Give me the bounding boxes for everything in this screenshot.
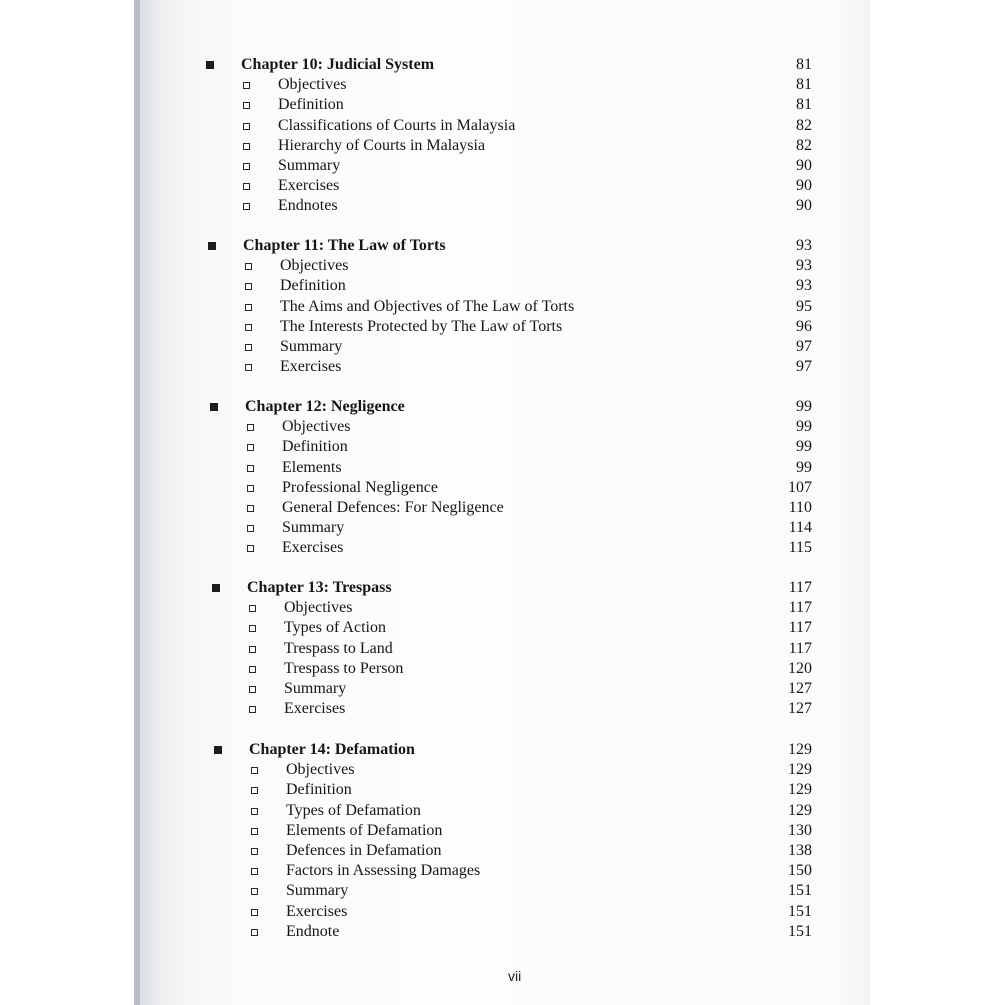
entry-page-number: 151 (788, 882, 812, 900)
toc-entry[interactable] (0, 902, 1005, 922)
hollow-square-bullet-icon (243, 143, 250, 150)
entry-label: Objectives (278, 76, 347, 94)
toc-entry[interactable] (0, 760, 1005, 780)
toc-entry[interactable] (0, 922, 1005, 942)
entry-label: Types of Action (284, 619, 386, 637)
hollow-square-bullet-icon (251, 787, 258, 794)
chapter-title: Chapter 10: Judicial System (241, 56, 435, 73)
hollow-square-bullet-icon (249, 666, 256, 673)
entry-label: Exercises (284, 700, 346, 718)
entry-page-number: 90 (796, 177, 812, 195)
chapter-page-number: 81 (796, 56, 812, 73)
toc-entry[interactable] (0, 75, 1005, 95)
entry-label: Definition (286, 781, 352, 799)
entry-page-number: 129 (788, 781, 812, 799)
entry-page-number: 90 (796, 157, 812, 174)
toc-entry[interactable] (0, 861, 1005, 881)
toc-entry[interactable] (0, 821, 1005, 841)
filled-square-bullet-icon (206, 61, 214, 69)
toc-entry[interactable] (0, 801, 1005, 821)
entry-page-number: 127 (788, 700, 812, 718)
entry-label: Elements (282, 458, 342, 476)
toc-entry[interactable] (0, 458, 1005, 478)
chapter-page-number: 93 (796, 237, 812, 254)
entry-label: Summary (278, 157, 341, 174)
entry-label: Summary (286, 882, 349, 900)
toc-entry[interactable] (0, 357, 1005, 377)
toc-entry[interactable] (0, 337, 1005, 357)
hollow-square-bullet-icon (251, 767, 258, 774)
filled-square-bullet-icon (208, 242, 216, 250)
entry-page-number: 138 (788, 842, 812, 859)
hollow-square-bullet-icon (247, 525, 254, 532)
toc-entry[interactable] (0, 639, 1005, 659)
entry-page-number: 82 (796, 136, 812, 154)
chapter-title: Chapter 14: Defamation (249, 741, 415, 758)
hollow-square-bullet-icon (249, 646, 256, 653)
toc-chapter-heading[interactable] (0, 236, 1005, 256)
entry-label: Objectives (280, 257, 349, 275)
hollow-square-bullet-icon (245, 263, 252, 270)
entry-page-number: 115 (788, 539, 812, 557)
chapter-title: Chapter 11: The Law of Torts (243, 237, 446, 254)
chapter-page-number: 129 (788, 741, 812, 758)
entry-label: Exercises (280, 358, 342, 376)
toc-entry[interactable] (0, 417, 1005, 437)
hollow-square-bullet-icon (245, 324, 252, 331)
entry-page-number: 151 (788, 902, 812, 920)
toc-entry[interactable] (0, 518, 1005, 538)
hollow-square-bullet-icon (251, 868, 258, 875)
hollow-square-bullet-icon (245, 304, 252, 311)
entry-page-number: 107 (788, 478, 812, 496)
toc-chapter-heading[interactable] (0, 397, 1005, 417)
entry-page-number: 151 (788, 922, 812, 940)
hollow-square-bullet-icon (243, 163, 250, 170)
entry-label: Definition (278, 96, 344, 114)
entry-page-number: 117 (788, 619, 812, 637)
entry-page-number: 81 (796, 76, 812, 94)
hollow-square-bullet-icon (243, 183, 250, 190)
entry-page-number: 114 (788, 519, 812, 537)
entry-label: Summary (280, 338, 343, 355)
entry-label: Summary (282, 519, 345, 537)
entry-page-number: 120 (788, 659, 812, 677)
hollow-square-bullet-icon (243, 123, 250, 130)
chapter-title: Chapter 13: Trespass (247, 579, 392, 596)
hollow-square-bullet-icon (245, 344, 252, 351)
filled-square-bullet-icon (214, 746, 222, 754)
toc-chapter-heading[interactable] (0, 55, 1005, 75)
toc-entry[interactable] (0, 136, 1005, 156)
toc-entry[interactable] (0, 498, 1005, 518)
toc-entry[interactable] (0, 256, 1005, 276)
toc-chapter-heading[interactable] (0, 578, 1005, 598)
toc-entry[interactable] (0, 116, 1005, 136)
hollow-square-bullet-icon (243, 203, 250, 210)
entry-page-number: 117 (788, 639, 812, 657)
hollow-square-bullet-icon (245, 364, 252, 371)
hollow-square-bullet-icon (249, 625, 256, 632)
hollow-square-bullet-icon (247, 444, 254, 451)
entry-page-number: 99 (796, 458, 812, 476)
entry-label: Exercises (282, 539, 344, 557)
entry-label: Endnote (286, 922, 340, 940)
entry-page-number: 129 (788, 761, 812, 779)
entry-page-number: 117 (788, 599, 812, 617)
entry-page-number: 95 (796, 297, 812, 315)
entry-page-number: 129 (788, 801, 812, 819)
entry-label: Summary (284, 680, 347, 697)
entry-page-number: 130 (788, 821, 812, 839)
toc-entry[interactable] (0, 297, 1005, 317)
entry-label: The Interests Protected by The Law of Torts (280, 317, 563, 335)
entry-label: Elements of Defamation (286, 821, 443, 839)
chapter-page-number: 117 (788, 579, 812, 596)
hollow-square-bullet-icon (251, 828, 258, 835)
toc-entry[interactable] (0, 598, 1005, 618)
entry-label: Objectives (282, 418, 351, 436)
page-folio: vii (508, 968, 522, 984)
toc-entry[interactable] (0, 95, 1005, 115)
filled-square-bullet-icon (210, 403, 218, 411)
entry-page-number: 99 (796, 438, 812, 456)
toc-entry[interactable] (0, 176, 1005, 196)
entry-page-number: 127 (788, 680, 812, 697)
entry-page-number: 150 (788, 862, 812, 880)
hollow-square-bullet-icon (247, 424, 254, 431)
hollow-square-bullet-icon (249, 686, 256, 693)
entry-page-number: 90 (796, 197, 812, 215)
entry-label: The Aims and Objectives of The Law of Torts (280, 297, 575, 315)
toc-entry[interactable] (0, 881, 1005, 901)
entry-label: Professional Negligence (282, 478, 438, 496)
entry-page-number: 93 (796, 277, 812, 295)
toc-entry[interactable] (0, 317, 1005, 337)
entry-label: Classifications of Courts in Malaysia (278, 116, 516, 134)
toc-entry[interactable] (0, 538, 1005, 558)
chapter-page-number: 99 (796, 398, 812, 415)
toc-entry[interactable] (0, 156, 1005, 176)
entry-label: Factors in Assessing Damages (286, 862, 481, 880)
hollow-square-bullet-icon (251, 929, 258, 936)
hollow-square-bullet-icon (247, 485, 254, 492)
hollow-square-bullet-icon (247, 545, 254, 552)
hollow-square-bullet-icon (249, 706, 256, 713)
toc-entry[interactable] (0, 196, 1005, 216)
toc-entry[interactable] (0, 780, 1005, 800)
hollow-square-bullet-icon (249, 605, 256, 612)
toc-entry[interactable] (0, 699, 1005, 719)
filled-square-bullet-icon (212, 584, 220, 592)
entry-label: General Defences: For Negligence (282, 499, 504, 516)
entry-label: Defences in Defamation (286, 842, 442, 859)
entry-page-number: 97 (796, 338, 812, 355)
toc-entry[interactable] (0, 659, 1005, 679)
entry-page-number: 93 (796, 257, 812, 275)
entry-page-number: 110 (788, 499, 812, 516)
hollow-square-bullet-icon (251, 909, 258, 916)
toc-entry[interactable] (0, 841, 1005, 861)
hollow-square-bullet-icon (245, 283, 252, 290)
hollow-square-bullet-icon (251, 808, 258, 815)
hollow-square-bullet-icon (243, 82, 250, 89)
entry-page-number: 81 (796, 96, 812, 114)
hollow-square-bullet-icon (243, 102, 250, 109)
hollow-square-bullet-icon (251, 848, 258, 855)
entry-label: Endnotes (278, 197, 338, 215)
hollow-square-bullet-icon (251, 888, 258, 895)
entry-label: Hierarchy of Courts in Malaysia (278, 136, 486, 154)
entry-label: Trespass to Land (284, 639, 393, 657)
toc-entry[interactable] (0, 618, 1005, 638)
toc-entry[interactable] (0, 276, 1005, 296)
entry-page-number: 96 (796, 317, 812, 335)
entry-page-number: 99 (796, 418, 812, 436)
chapter-title: Chapter 12: Negligence (245, 398, 405, 415)
toc-entry[interactable] (0, 478, 1005, 498)
hollow-square-bullet-icon (247, 465, 254, 472)
hollow-square-bullet-icon (247, 505, 254, 512)
toc-entry[interactable] (0, 679, 1005, 699)
entry-label: Definition (282, 438, 348, 456)
toc-chapter-heading[interactable] (0, 740, 1005, 760)
toc-entry[interactable] (0, 437, 1005, 457)
entry-label: Exercises (286, 902, 348, 920)
entry-label: Exercises (278, 177, 340, 195)
entry-label: Types of Defamation (286, 801, 421, 819)
entry-label: Objectives (284, 599, 353, 617)
entry-page-number: 97 (796, 358, 812, 376)
entry-label: Objectives (286, 761, 355, 779)
entry-label: Definition (280, 277, 346, 295)
entry-label: Trespass to Person (284, 659, 404, 677)
entry-page-number: 82 (796, 116, 812, 134)
